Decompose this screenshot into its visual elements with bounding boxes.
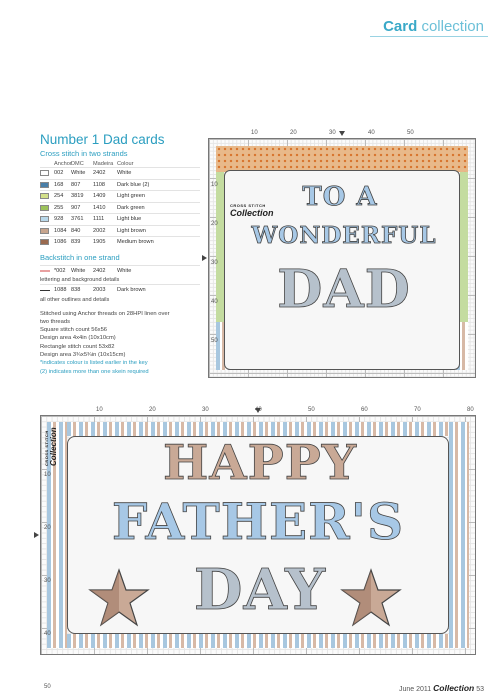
row-colour: Light blue — [117, 216, 142, 223]
backstitch-note: all other outlines and details — [40, 296, 110, 303]
key-col-anchor: Anchor — [54, 161, 72, 167]
chart2-top-tick: 70 — [414, 407, 421, 413]
chart2-bottom-band — [67, 634, 449, 648]
backstitch-row — [40, 284, 200, 296]
row-anchor: 254 — [54, 193, 64, 200]
page-footer — [399, 683, 484, 693]
chart2-left-tick: 20 — [44, 525, 51, 531]
row-anchor: 928 — [54, 216, 64, 223]
row-anchor: 1084 — [54, 227, 67, 234]
chart2-line1: HAPPY — [162, 435, 358, 491]
chart2-top-tick: 30 — [202, 407, 209, 413]
row-anchor: 002 — [54, 170, 64, 177]
chart1-top-tick: 20 — [290, 130, 297, 136]
chart1-top-band — [216, 146, 468, 172]
section-header — [383, 18, 484, 35]
row-colour: Light brown — [117, 227, 146, 234]
chart1-center-arrow-icon — [202, 255, 207, 261]
key-header-row — [40, 161, 200, 167]
chart1-top-tick: 50 — [407, 130, 414, 136]
row-colour: Light green — [117, 193, 145, 200]
colour-swatch — [40, 216, 49, 222]
chart1-top-tick: 30 — [329, 130, 336, 136]
row-dmc: 3819 — [71, 193, 84, 200]
key-col-dmc: DMC — [71, 161, 84, 167]
key-col-madeira: Madeira — [93, 161, 114, 167]
chart1-right-band — [460, 172, 468, 322]
key-title: Number 1 Dad cards — [40, 132, 165, 147]
note-line: two threads — [40, 318, 70, 325]
chart2-line2: FATHER'S — [111, 492, 405, 551]
row-colour: Dark brown — [117, 287, 146, 294]
chart1-left-tick: 30 — [211, 260, 218, 266]
key-notes — [40, 310, 200, 376]
chart2-top-tick: 20 — [149, 407, 156, 413]
chart1-line1: TO A — [302, 182, 378, 212]
chart1-line2: WONDERFUL — [251, 222, 437, 249]
chart1-logo-small: CROSS STITCH — [230, 203, 266, 208]
note-blue: (2) indicates more than one skein required — [40, 368, 149, 375]
chart2-left-tick: 50 — [44, 684, 51, 690]
row-colour: Medium brown — [117, 239, 154, 246]
note-line: Rectangle stitch count 53x82 — [40, 343, 115, 350]
chart2-top-tick: 40 — [255, 407, 262, 413]
chart2-logo — [44, 427, 58, 466]
row-dmc: 807 — [71, 181, 81, 188]
colour-swatch — [40, 170, 49, 176]
note-line: Square stitch count 56x56 — [40, 327, 108, 334]
colour-swatch — [40, 193, 49, 199]
chart2-top-tick: 10 — [96, 407, 103, 413]
row-anchor: 255 — [54, 204, 64, 211]
row-dmc: 3761 — [71, 216, 84, 223]
footer-page: 53 — [476, 686, 484, 693]
row-colour: White — [117, 267, 132, 274]
row-anchor: 1086 — [54, 239, 67, 246]
key-row — [40, 202, 200, 214]
note-line: Design area 3¾x5¾in (10x15cm) — [40, 351, 126, 358]
chart1-logo-text: Collection — [230, 208, 274, 218]
chart1-top-tick: 10 — [251, 130, 258, 136]
row-dmc: 838 — [71, 287, 81, 294]
chart1-top-tick: 40 — [368, 130, 375, 136]
row-anchor: 168 — [54, 181, 64, 188]
row-colour: Dark blue (2) — [117, 181, 150, 188]
row-madeira: 2402 — [93, 170, 106, 177]
chart2-right-band — [449, 422, 469, 648]
colour-swatch — [40, 182, 49, 188]
backstitch-note: lettering and background details — [40, 277, 120, 283]
row-colour: White — [117, 170, 132, 177]
colour-swatch — [40, 239, 49, 245]
chart1-center-arrow-icon — [339, 131, 345, 136]
key-rows — [40, 167, 200, 248]
row-madeira: 1111 — [93, 216, 105, 223]
row-madeira: 2402 — [93, 267, 106, 274]
chart2-left-tick: 40 — [44, 631, 51, 637]
backstitch-row — [40, 265, 200, 277]
row-madeira: 1108 — [93, 181, 106, 188]
chart2-center-arrow-icon — [255, 408, 261, 413]
colour-swatch — [40, 228, 49, 234]
note-line: Stitched using Anchor threads on 28HPI linen over — [40, 310, 170, 317]
chart2-top-band — [67, 422, 449, 436]
note-blue: *indicates colour is listed earlier in the key — [40, 360, 148, 367]
row-madeira: 2002 — [93, 227, 106, 234]
key-subtitle: Cross stitch in two strands — [40, 149, 128, 158]
footer-brand: Collection — [433, 683, 475, 693]
chart1-left-tick: 50 — [211, 338, 218, 344]
row-dmc: White — [71, 267, 86, 274]
row-anchor: 1088 — [54, 287, 67, 294]
key-row — [40, 167, 200, 179]
chart1-left-tick: 10 — [211, 182, 218, 188]
key-row — [40, 236, 200, 248]
row-madeira: 1410 — [93, 204, 106, 211]
colour-swatch — [40, 205, 49, 211]
row-madeira: 1409 — [93, 193, 106, 200]
star-left-icon — [88, 568, 150, 628]
chart1-logo — [230, 203, 274, 218]
row-anchor: *002 — [54, 267, 66, 274]
row-madeira: 1905 — [93, 239, 106, 246]
section-collection: collection — [421, 18, 484, 35]
row-dmc: 840 — [71, 227, 81, 234]
chart2-center-arrow-icon — [34, 532, 39, 538]
chart2-top-tick: 50 — [308, 407, 315, 413]
chart2-logo-text: Collection — [49, 427, 58, 466]
chart2-logo-small: CROSS STITCH — [44, 430, 49, 466]
row-dmc: 907 — [71, 204, 81, 211]
key-col-colour: Colour — [117, 161, 134, 167]
row-dmc: White — [71, 170, 86, 177]
chart2-top-tick: 60 — [361, 407, 368, 413]
row-dmc: 839 — [71, 239, 81, 246]
chart1-line3: DAD — [277, 259, 411, 320]
key-row — [40, 213, 200, 225]
note-line: Design area 4x4in (10x10cm) — [40, 335, 116, 342]
thread-key — [40, 132, 200, 376]
backstitch-rows — [40, 265, 200, 304]
chart1-left-tick: 20 — [211, 221, 218, 227]
backstitch-line — [40, 290, 50, 292]
star-right-icon — [340, 568, 402, 628]
chart1-left-tick: 40 — [211, 299, 218, 305]
chart2-left-tick: 30 — [44, 578, 51, 584]
backstitch-title: Backstitch in one strand — [40, 252, 120, 262]
backstitch-line — [40, 270, 50, 272]
footer-date: June 2011 — [399, 686, 432, 693]
row-colour: Dark green — [117, 204, 145, 211]
key-row — [40, 190, 200, 202]
row-madeira: 2003 — [93, 287, 106, 294]
chart2-top-tick: 80 — [467, 407, 474, 413]
key-row — [40, 179, 200, 191]
section-label: Card — [383, 18, 418, 35]
chart2-line3: DAY — [193, 557, 327, 623]
chart2-left-tick: 10 — [44, 472, 51, 478]
key-row — [40, 225, 200, 237]
header-rule — [370, 36, 488, 37]
